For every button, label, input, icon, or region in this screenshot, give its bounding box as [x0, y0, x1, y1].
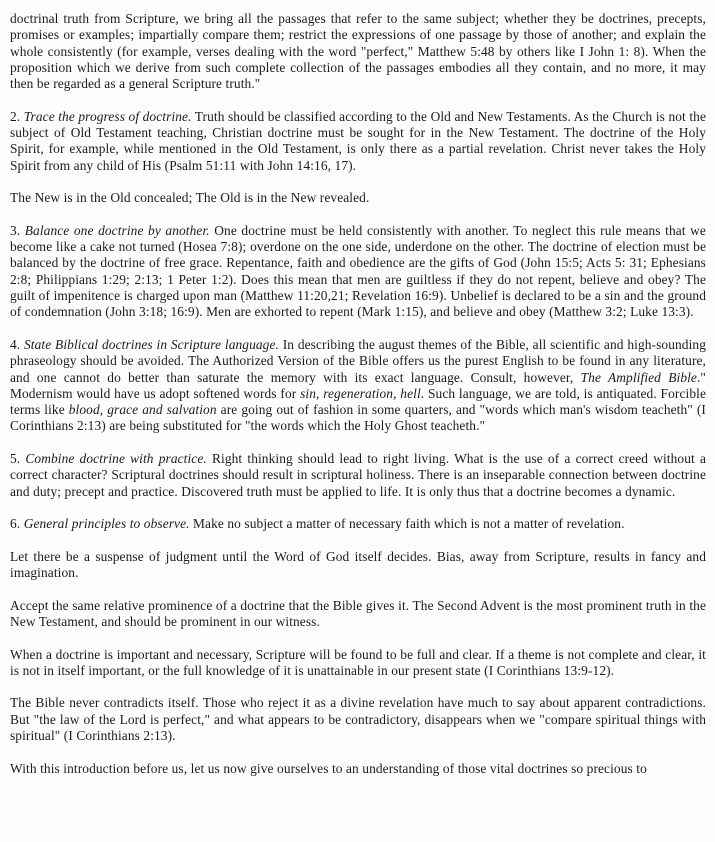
text-run: The Bible never contradicts itself. Those who reject it as a divine revelation have much to say about apparent contradictions. But "the law of the Lord is perfect," and what appears to be contradictory, disappears when we "compare spiritual things with spiritual" (I Corinthians 2:13).	[10, 695, 706, 744]
italic-text-run: The Amplified Bible	[580, 369, 697, 385]
italic-text-run: Balance one doctrine by another.	[24, 222, 210, 238]
text-run: In describing the august themes of the Bible, all scientific and high-sounding phraseology should be avoided. The Authorized Version of the Bible offers us the purest English to be found in any literature, and one cannot do better than saturate the memory with its exact language. Consult, however,	[10, 336, 706, 385]
text-run: are going out of fashion in some quarters, and "words which man's wisdom teacheth" (I Corinthians 2:13) are being substituted for "the words which the Holy Ghost teacheth."	[10, 402, 706, 434]
paragraph	[10, 223, 706, 321]
text-run: doctrinal truth from Scripture, we bring all the passages that refer to the same subject; whether they be doctrines, precepts, promises or examples; impartially compare them; restrict the expressions of one passage by those of another; and explain the whole consistently (for example, verses dealing with the word "perfect," Matthew 5:48 by others like I John 1: 8). When the proposition which we derive from such complete collection of the passages embodies all they contain, and no more, it may then be regarded as a general Scripture truth."	[10, 11, 706, 92]
text-run: 3.	[10, 222, 25, 238]
text-run: 2.	[10, 108, 24, 124]
text-run: 6.	[10, 516, 24, 532]
italic-text-run: General principles to observe.	[23, 516, 190, 532]
text-run: ." Modernism would have us adopt softened words for	[10, 369, 706, 401]
italic-text-run: Trace the progress of doctrine.	[23, 108, 192, 124]
text-run: Accept the same relative prominence of a doctrine that the Bible gives it. The Second Advent is the most prominent truth in the New Testament, and should be prominent in our witness.	[10, 597, 706, 629]
italic-text-run: sin, regeneration, hell	[300, 385, 421, 401]
italic-text-run: Combine doctrine with practice.	[25, 451, 207, 467]
paragraph	[10, 11, 706, 92]
text-run: Make no subject a matter of necessary faith which is not a matter of revelation.	[189, 516, 625, 532]
paragraph	[10, 695, 706, 744]
text-run: The New is in the Old concealed; The Old is in the New revealed.	[10, 190, 370, 206]
text-run: 4.	[10, 336, 25, 352]
text-run: When a doctrine is important and necessary, Scripture will be found to be full and clear. If a theme is not complete and clear, it is not in itself important, or the full knowledge of it is unattainable in our present state (I Corinthians 13:9-12).	[10, 646, 706, 678]
paragraph	[10, 761, 706, 777]
paragraph	[10, 516, 706, 532]
document-body	[10, 11, 706, 777]
paragraph	[10, 647, 706, 680]
paragraph	[10, 598, 706, 631]
text-run: Let there be a suspense of judgment until the Word of God itself decides. Bias, away from Scripture, results in fancy and imagination.	[10, 548, 706, 581]
paragraph	[10, 549, 706, 582]
text-run: . Such language, we are told, is antiquated. Forcible terms like	[10, 385, 706, 418]
italic-text-run: blood, grace and salvation	[68, 402, 217, 418]
paragraph	[10, 190, 706, 206]
text-run: 5.	[10, 451, 26, 467]
paragraph	[10, 451, 706, 500]
paragraph	[10, 337, 706, 435]
text-run: One doctrine must be held consistently with another. To neglect this rule means that we become like a cake not turned (Hosea 7:8); overdone on the one side, underdone on the other. The doctrine of election must be balanced by the doctrine of free grace. Repentance, faith and obedience are the gifts of God (John 15:5; Acts 5: 31; Ephesians 2:8; Philippians 1:29; 2:13; 1 Peter 1:2). Does this mean that men are guiltless if they do not repent, believe and obey? The guilt of impenitence is charged upon man (Matthew 11:20,21; Revelation 16:9). Unbelief is declared to be a sin and the ground of condemnation (John 3:18; 16:9). Men are exhorted to repent (Mark 1:15), and believe and obey (Matthew 3:2; Luke 13:3).	[10, 222, 706, 320]
paragraph	[10, 109, 706, 174]
italic-text-run: State Biblical doctrines in Scripture language.	[24, 336, 279, 352]
text-run: Truth should be classified according to the Old and New Testaments. As the Church is not the subject of Old Testament teaching, Christian doctrine must be sought for in the New Testament. The doctrine of the Holy Spirit, for example, while mentioned in the Old Testament, is only there as a partial revelation. Christ never takes the Holy Spirit from any child of His (Psalm 51:11 with John 14:16, 17).	[10, 108, 706, 173]
text-run: With this introduction before us, let us now give ourselves to an understanding of those vital doctrines so precious to	[10, 760, 647, 776]
text-run: Right thinking should lead to right living. What is the use of a correct creed without a correct character? Scriptural doctrines should result in scriptural holiness. There is an inseparable connection between doctrine and duty; precept and practice. Discovered truth must be applied to life. It is only thus that a doctrine becomes a dynamic.	[10, 451, 706, 499]
